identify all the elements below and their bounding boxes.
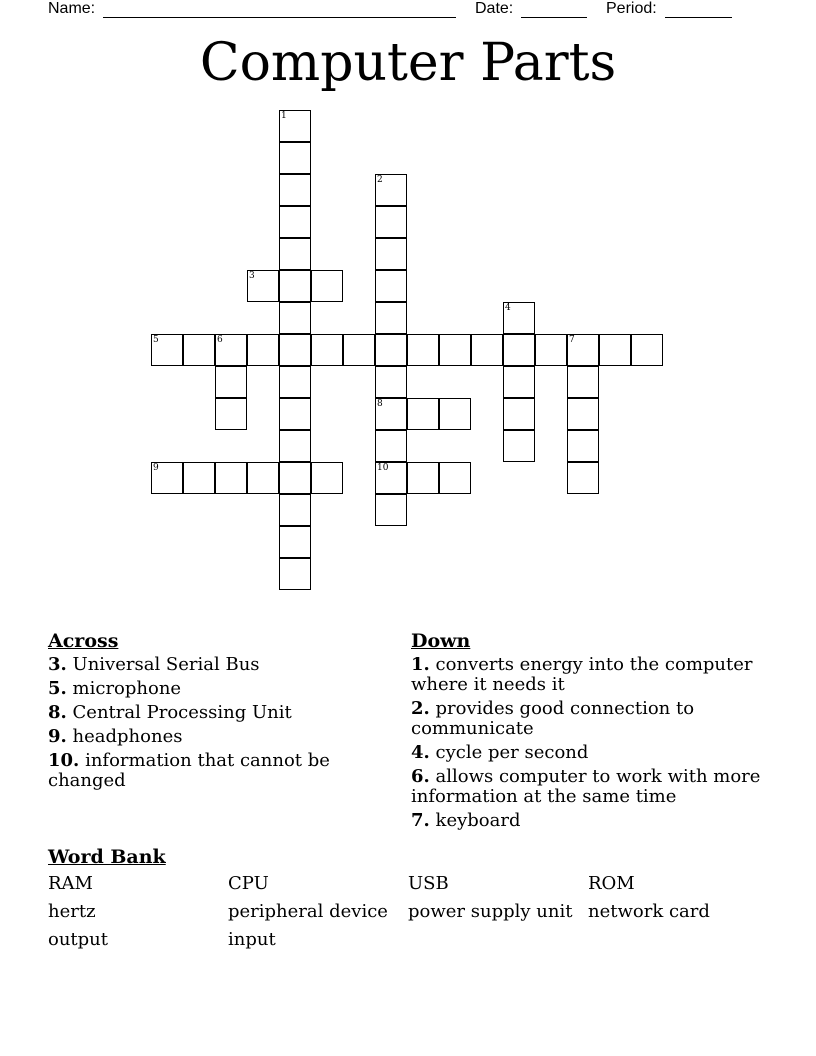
clue-text: keyboard [435,810,521,831]
clue-number-marker: 6 [217,335,223,345]
down-heading: Down [411,630,471,652]
crossword-cell[interactable] [279,526,311,558]
crossword-cell[interactable] [567,366,599,398]
crossword-cell[interactable] [247,334,279,366]
crossword-cell[interactable] [375,366,407,398]
crossword-cell[interactable] [599,334,631,366]
crossword-cell[interactable] [279,462,311,494]
crossword-cell[interactable] [503,334,535,366]
crossword-cell[interactable] [503,430,535,462]
clue-text: information that cannot be changed [48,750,330,791]
crossword-cell[interactable] [279,494,311,526]
crossword-cell[interactable] [279,238,311,270]
crossword-cell[interactable] [279,334,311,366]
crossword-cell[interactable] [535,334,567,366]
clue-number: 10. [48,750,80,771]
crossword-cell[interactable] [407,462,439,494]
crossword-cell[interactable] [471,334,503,366]
crossword-cell[interactable] [375,302,407,334]
crossword-cell[interactable] [503,366,535,398]
crossword-cell[interactable] [279,110,311,142]
crossword-cell[interactable] [311,334,343,366]
clue-number-marker: 10 [377,463,389,473]
crossword-cell[interactable] [375,494,407,526]
crossword-cell[interactable] [311,462,343,494]
clue-text: provides good connection to communicate [411,698,695,739]
crossword-cell[interactable] [279,270,311,302]
crossword-cell[interactable] [375,334,407,366]
clue-number: 8. [48,702,67,723]
crossword-cell[interactable] [279,430,311,462]
down-clues [411,631,761,835]
word-bank-item: USB [408,873,449,894]
crossword-cell[interactable] [215,334,247,366]
crossword-cell[interactable] [375,270,407,302]
clue-text: microphone [72,678,182,699]
crossword-cell[interactable] [375,238,407,270]
crossword-cell[interactable] [439,462,471,494]
clue-item [48,679,358,699]
crossword-cell[interactable] [631,334,663,366]
crossword-cell[interactable] [439,398,471,430]
word-bank-item: input [228,929,276,950]
crossword-cell[interactable] [567,430,599,462]
clue-item [48,727,358,747]
across-heading: Across [48,630,119,652]
crossword-cell[interactable] [375,206,407,238]
clue-number: 3. [48,654,67,675]
clue-item [411,743,761,763]
crossword-cell[interactable] [375,174,407,206]
clue-number: 6. [411,766,430,787]
crossword-cell[interactable] [279,302,311,334]
clue-number: 9. [48,726,67,747]
crossword-cell[interactable] [215,366,247,398]
clue-item [411,767,761,807]
word-bank-heading: Word Bank [48,846,166,868]
crossword-cell[interactable] [503,302,535,334]
clue-item [48,703,358,723]
crossword-cell[interactable] [279,558,311,590]
crossword-cell[interactable] [183,462,215,494]
crossword-cell[interactable] [567,462,599,494]
crossword-cell[interactable] [503,398,535,430]
clue-item [411,811,761,831]
across-clues [48,631,358,795]
clue-number-marker: 9 [153,463,159,473]
clue-number: 7. [411,810,430,831]
crossword-cell[interactable] [151,334,183,366]
word-bank-item: output [48,929,109,950]
crossword-cell[interactable] [279,398,311,430]
crossword-cell[interactable] [279,142,311,174]
crossword-cell[interactable] [375,430,407,462]
period-label: Period: [606,0,657,17]
clue-number: 1. [411,654,430,675]
crossword-cell[interactable] [567,398,599,430]
clue-item [411,655,761,695]
clue-number-marker: 7 [569,335,575,345]
clue-number: 5. [48,678,67,699]
name-label: Name: [48,0,96,17]
clue-text: allows computer to work with more information at the same time [411,766,761,807]
crossword-cell[interactable] [343,334,375,366]
crossword-cell[interactable] [279,206,311,238]
clue-item [411,699,761,739]
word-bank [48,846,768,950]
clue-text: cycle per second [435,742,589,763]
clue-text: headphones [72,726,183,747]
word-bank-item: network card [588,901,710,922]
clue-item [48,751,358,791]
clue-item [48,655,358,675]
clue-text: converts energy into the computer where it needs it [411,654,753,695]
clue-number-marker: 1 [281,111,287,121]
crossword-cell[interactable] [375,398,407,430]
date-label: Date: [475,0,514,17]
word-bank-item: RAM [48,873,93,894]
crossword-cell[interactable] [567,334,599,366]
crossword-cell[interactable] [311,270,343,302]
clue-number-marker: 3 [249,271,255,281]
crossword-cell[interactable] [247,462,279,494]
crossword-cell[interactable] [407,334,439,366]
crossword-cell[interactable] [375,462,407,494]
clue-text: Central Processing Unit [72,702,292,723]
clue-number-marker: 8 [377,399,383,409]
clue-number-marker: 4 [505,303,511,313]
crossword-cell[interactable] [215,462,247,494]
page-title: Computer Parts [199,33,617,93]
clue-number: 2. [411,698,430,719]
clue-number-marker: 5 [153,335,159,345]
crossword-cell[interactable] [151,462,183,494]
word-bank-item: CPU [228,873,269,894]
word-bank-item: ROM [588,873,635,894]
clue-number-marker: 2 [377,175,383,185]
crossword-cell[interactable] [183,334,215,366]
crossword-cell[interactable] [439,334,471,366]
word-bank-item: hertz [48,901,96,922]
clue-number: 4. [411,742,430,763]
word-bank-item: power supply unit [408,901,573,922]
crossword-cell[interactable] [279,174,311,206]
crossword-cell[interactable] [215,398,247,430]
word-bank-item: peripheral device [228,901,388,922]
clue-text: Universal Serial Bus [72,654,260,675]
crossword-cell[interactable] [247,270,279,302]
crossword-cell[interactable] [407,398,439,430]
crossword-cell[interactable] [279,366,311,398]
